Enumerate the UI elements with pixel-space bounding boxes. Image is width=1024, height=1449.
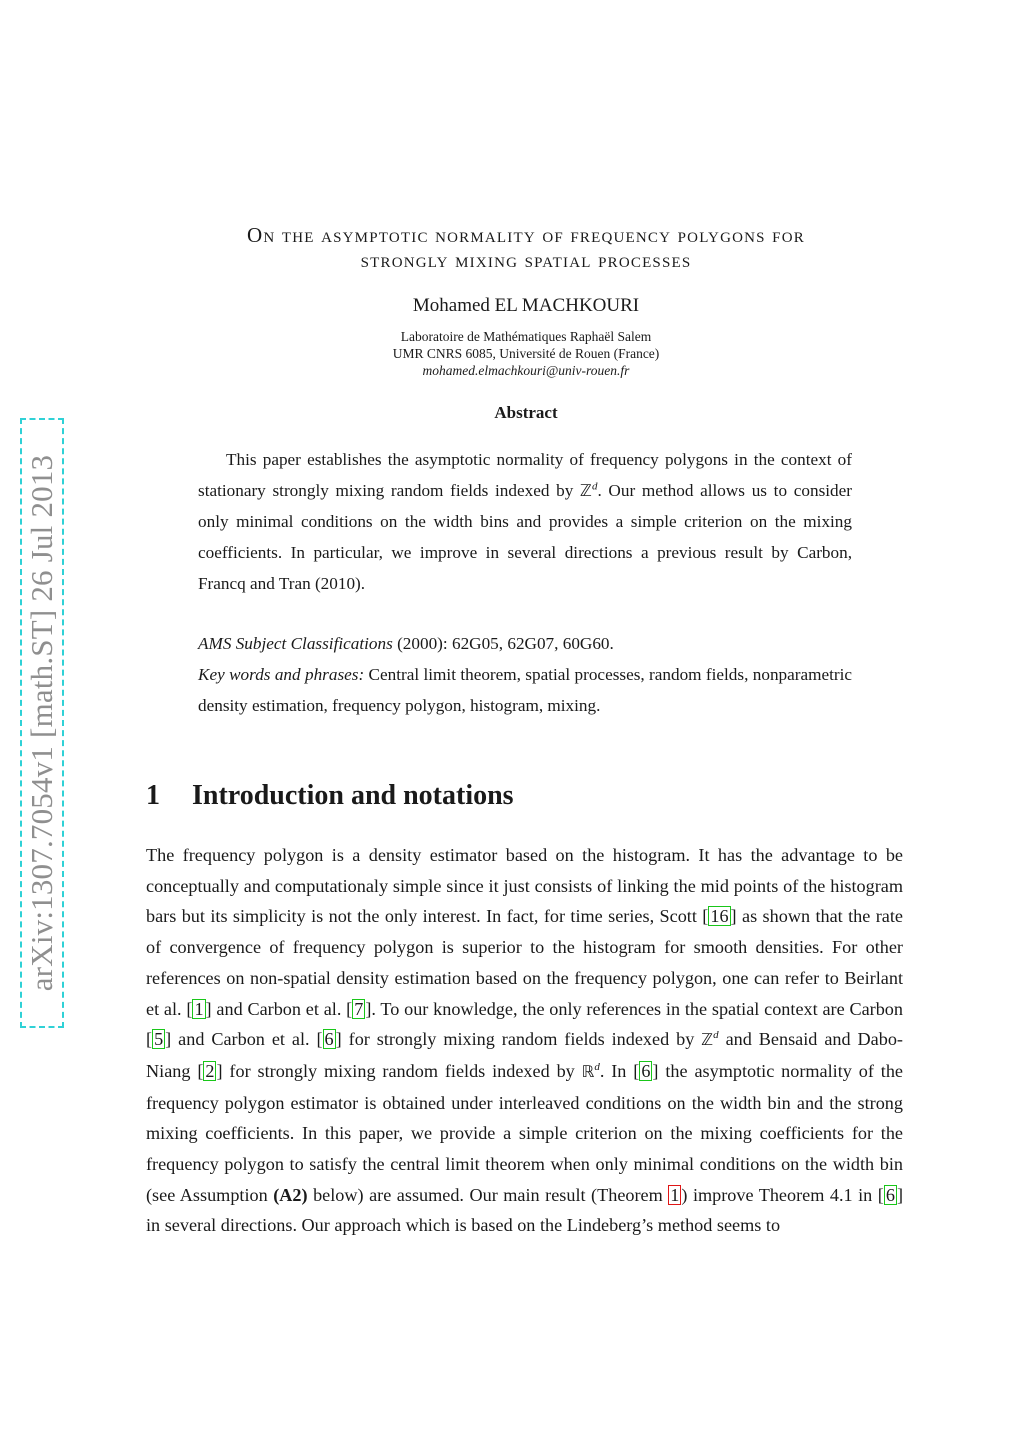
intro-paragraph: The frequency polygon is a density estimator based on the histogram. It has the advantage to be conceptually and computationaly simple since it just consists of linking the mid points of the histogram bars but its simplicity is not the only interest. In fact, for time series, Scott [ 16 ] as shown that the rate of convergence of frequency polygon is superior to the histogram for smooth densities. For other references on non-spatial density estimation based on the frequency polygon, one can refer to Beirlant et al. [ 1 ] and Carbon et al. [ 7 ]. To our knowledge, the only references in the spatial context are Carbon [ 5 ] and Carbon et al. [ 6 ] for strongly mixing random fields indexed by ℤ$^d$ and Bensaid and Dabo-Niang [ 2 ] for strongly mixing random fields indexed by ℝ$^d$. In [ 6 ] the asymptotic normality of the frequency polygon estimator is obtained under interleaved conditions on the width bin and the strong mixing coefficients. In this paper, we provide a simple criterion on the mixing coefficients for the frequency polygon to satisfy the central limit theorem when only minimal conditions on the width bin (see Assumption (A2) below) are assumed. Our main result (Theorem 1 ) improve Theorem 4.1 in [ 6 ] in several directions. Our approach which is based on the Lindeberg’s method seems to (146, 845, 903, 1236)
arxiv-side-stamp[interactable] (20, 418, 64, 1028)
dimension-superscript: d (591, 480, 598, 493)
intro-text: and Carbon et al. (211, 998, 347, 1019)
assumption-label: (A2) (273, 1184, 308, 1205)
citation-link[interactable]: 6 (885, 1184, 895, 1205)
dimension-superscript: d (713, 1029, 719, 1042)
title-line-1: On the asymptotic normality of frequency polygons for (247, 223, 805, 247)
classification-block (198, 628, 852, 721)
abstract-heading: Abstract (494, 403, 558, 422)
citation-link[interactable]: 1 (194, 998, 204, 1019)
citation-link[interactable]: 16 (710, 906, 729, 927)
section-heading (146, 780, 514, 812)
intro-text: . In (599, 1060, 634, 1081)
abstract-part-2: . Our method allows us to consider only minimal conditions on the width bins and provides a simple criterion on the mixing coefficients. In particular, we improve in several directions a previous result by Carbon, Francq and Tran (2010). (198, 481, 852, 593)
citation-link[interactable]: 2 (205, 1060, 215, 1081)
abstract-part-1: This paper establishes the asymptotic normality of frequency polygons in the context of stationary strongly mixing random fields indexed by (198, 450, 852, 500)
intro-text: in several directions. Our approach which is based on the Lindeberg’s method seems to (146, 1215, 781, 1236)
paper-title (148, 223, 904, 273)
ams-label: AMS Subject Classifications (198, 634, 393, 653)
section-title: Introduction and notations (192, 780, 514, 811)
intro-text: and Bensaid and Dabo-Niang (146, 1029, 903, 1081)
title-line-2: strongly mixing spatial processes (360, 248, 692, 272)
affiliation (148, 328, 904, 379)
citation-link[interactable]: 6 (324, 1029, 334, 1050)
keywords-value: Central limit theorem, spatial processes, random fields, nonparametric density estimation, frequency polygon, histogram, mixing. (198, 665, 853, 715)
keywords-label: Key words and phrases: (198, 665, 365, 684)
intro-text: for strongly mixing random fields indexed by (341, 1029, 702, 1050)
integer-lattice-symbol: ℤ (580, 481, 592, 500)
intro-text: . To our knowledge, the only references in the spatial context are Carbon (371, 998, 903, 1019)
intro-text: below) are assumed. Our main result (Theorem (307, 1184, 669, 1205)
affiliation-university: UMR CNRS 6085, Université de Rouen (France) (392, 346, 660, 361)
intro-text: for strongly mixing random fields indexed by (222, 1060, 582, 1081)
citation-link[interactable]: 7 (354, 998, 364, 1019)
keywords (198, 659, 852, 721)
author-name: Mohamed EL MACHKOURI (412, 295, 640, 316)
affiliation-lab: Laboratoire de Mathématiques Raphaël Salem (400, 329, 652, 344)
arxiv-identifier: arXiv:1307.7054v1 [math.ST] 26 Jul 2013 (24, 454, 59, 992)
ams-classification (198, 628, 852, 659)
dimension-superscript: d (594, 1060, 600, 1073)
real-space-symbol: ℝ (581, 1061, 595, 1081)
integer-lattice-symbol: ℤ (701, 1030, 714, 1050)
intro-text: as shown that the rate of convergence of frequency polygon is superior to the histogram for smooth densities. For other references on non-spatial density estimation based on the frequency polygon, one can refer to Beirlant et al. (146, 906, 903, 1019)
citation-link[interactable]: 6 (641, 1060, 651, 1081)
section-number: 1 (146, 780, 160, 811)
intro-text: The frequency polygon is a density estimator based on the histogram. It has the advantage to be conceptually and computationaly simple since it just consists of linking the mid points of the histogram bars but its simplicity is not the only interest. In fact, for time series, Scott (146, 845, 903, 927)
intro-text: ) improve Theorem 4.1 in (681, 1184, 878, 1205)
ams-value: (2000): 62G05, 62G07, 60G60. (392, 634, 614, 653)
intro-text: and Carbon et al. (171, 1029, 317, 1050)
theorem-link[interactable]: 1 (670, 1184, 680, 1205)
intro-text: the asymptotic normality of the frequency polygon estimator is obtained under interleaved conditions on the width bin and the strong mixing coefficients. In this paper, we provide a simple criterion on the mixing coefficients for the frequency polygon to satisfy the central limit theorem when only minimal conditions on the width bin (see Assumption (146, 1060, 903, 1205)
author-email[interactable]: mohamed.elmachkouri@univ-rouen.fr (422, 363, 630, 378)
citation-link[interactable]: 5 (154, 1029, 164, 1050)
abstract-text (198, 444, 852, 599)
